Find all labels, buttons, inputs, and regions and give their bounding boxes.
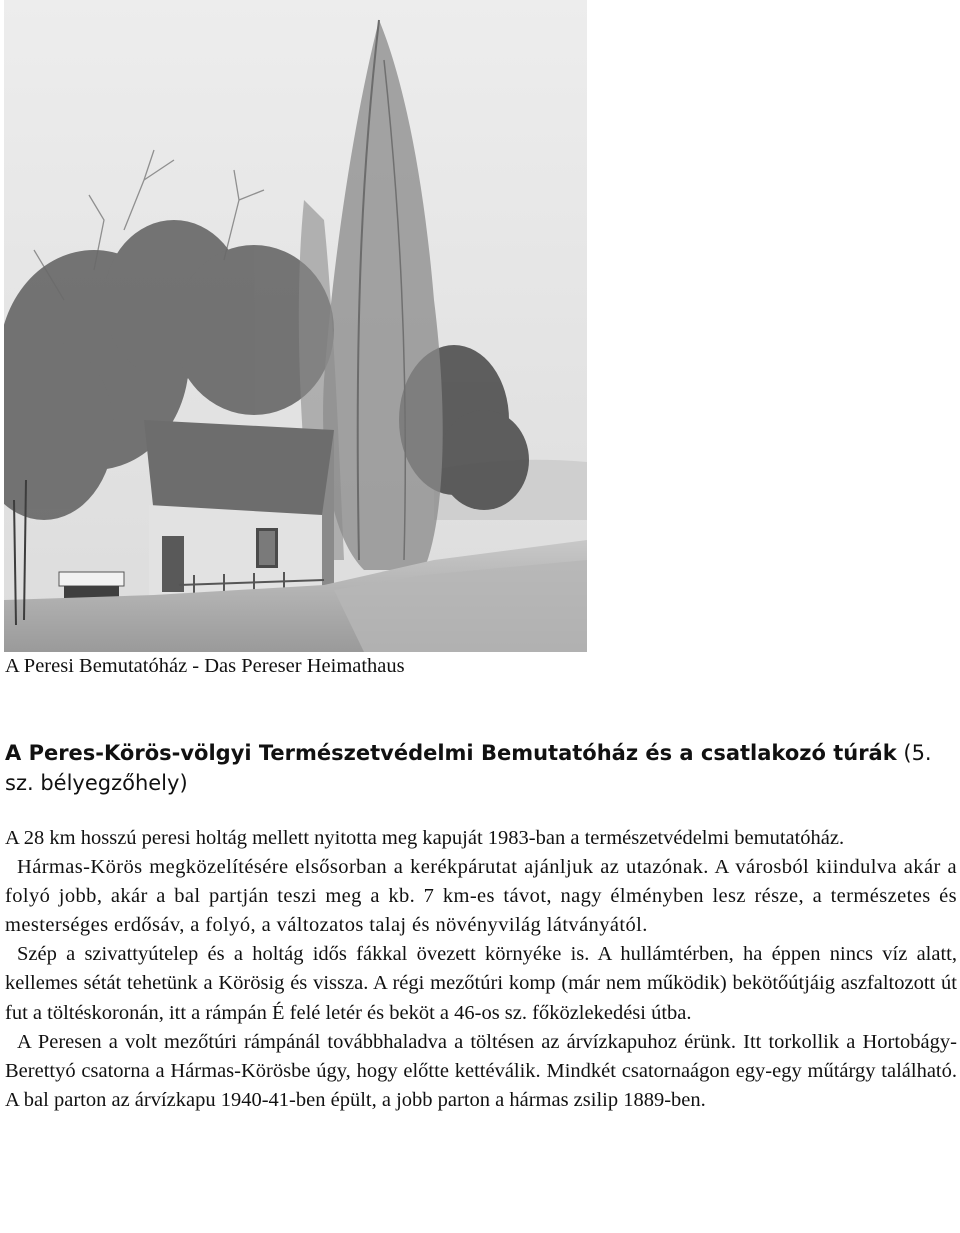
section-heading [5, 738, 955, 798]
article-body [5, 824, 957, 1115]
paragraph: A Peresen a volt mezőtúri rámpánál továbbhaladva a töltésen az árvízkapuhoz érünk. Itt torkollik a Hortobágy-Berettyó csatorna a Hármas-Körösbe úgy, hogy előtte kettéválik. Mindkét csatornaágon egy-egy műtárgy található. A bal parton az árvízkapu 1940-41-ben épült, a jobb parton a hármas zsilip 1889-ben. [5, 1030, 957, 1111]
heading-stamp-note: (5. sz. bélyegzőhely) [5, 741, 932, 795]
heimathaus-photo [4, 0, 587, 652]
paragraph: A 28 km hosszú peresi holtág mellett nyitotta meg kapuját 1983-ban a természetvédelmi bemutatóház. [5, 827, 845, 849]
paragraph: Szép a szivattyútelep és a holtág idős fákkal övezett környéke is. A hullámtérben, ha éppen nincs víz alatt, kellemes sétát tehetünk a Körösig és vissza. A régi mezőtúri komp (már nem működik) bekötőútjáig aszfaltozott út fut a töltéskoronán, itt a rámpán É felé letér és beköt a 46-os sz. főközlekedési útba. [5, 943, 957, 1024]
house [144, 420, 334, 595]
paragraph: Hármas-Körös megközelítésére elsősorban a kerékpárutat ajánljuk az utazónak. A városból kiindulva akár a folyó jobb, akár a bal partján teszi meg a kb. 7 km-es távot, nagy élményben lesz része, a természetes és mesterséges erdősáv, a folyó, a változatos talaj és növényvilág látványától. [5, 856, 957, 937]
photo-caption: A Peresi Bemutatóház - Das Pereser Heimathaus [5, 655, 405, 677]
heading-title: A Peres-Körös-völgyi Természetvédelmi Bemutatóház és a csatlakozó túrák [5, 741, 897, 765]
